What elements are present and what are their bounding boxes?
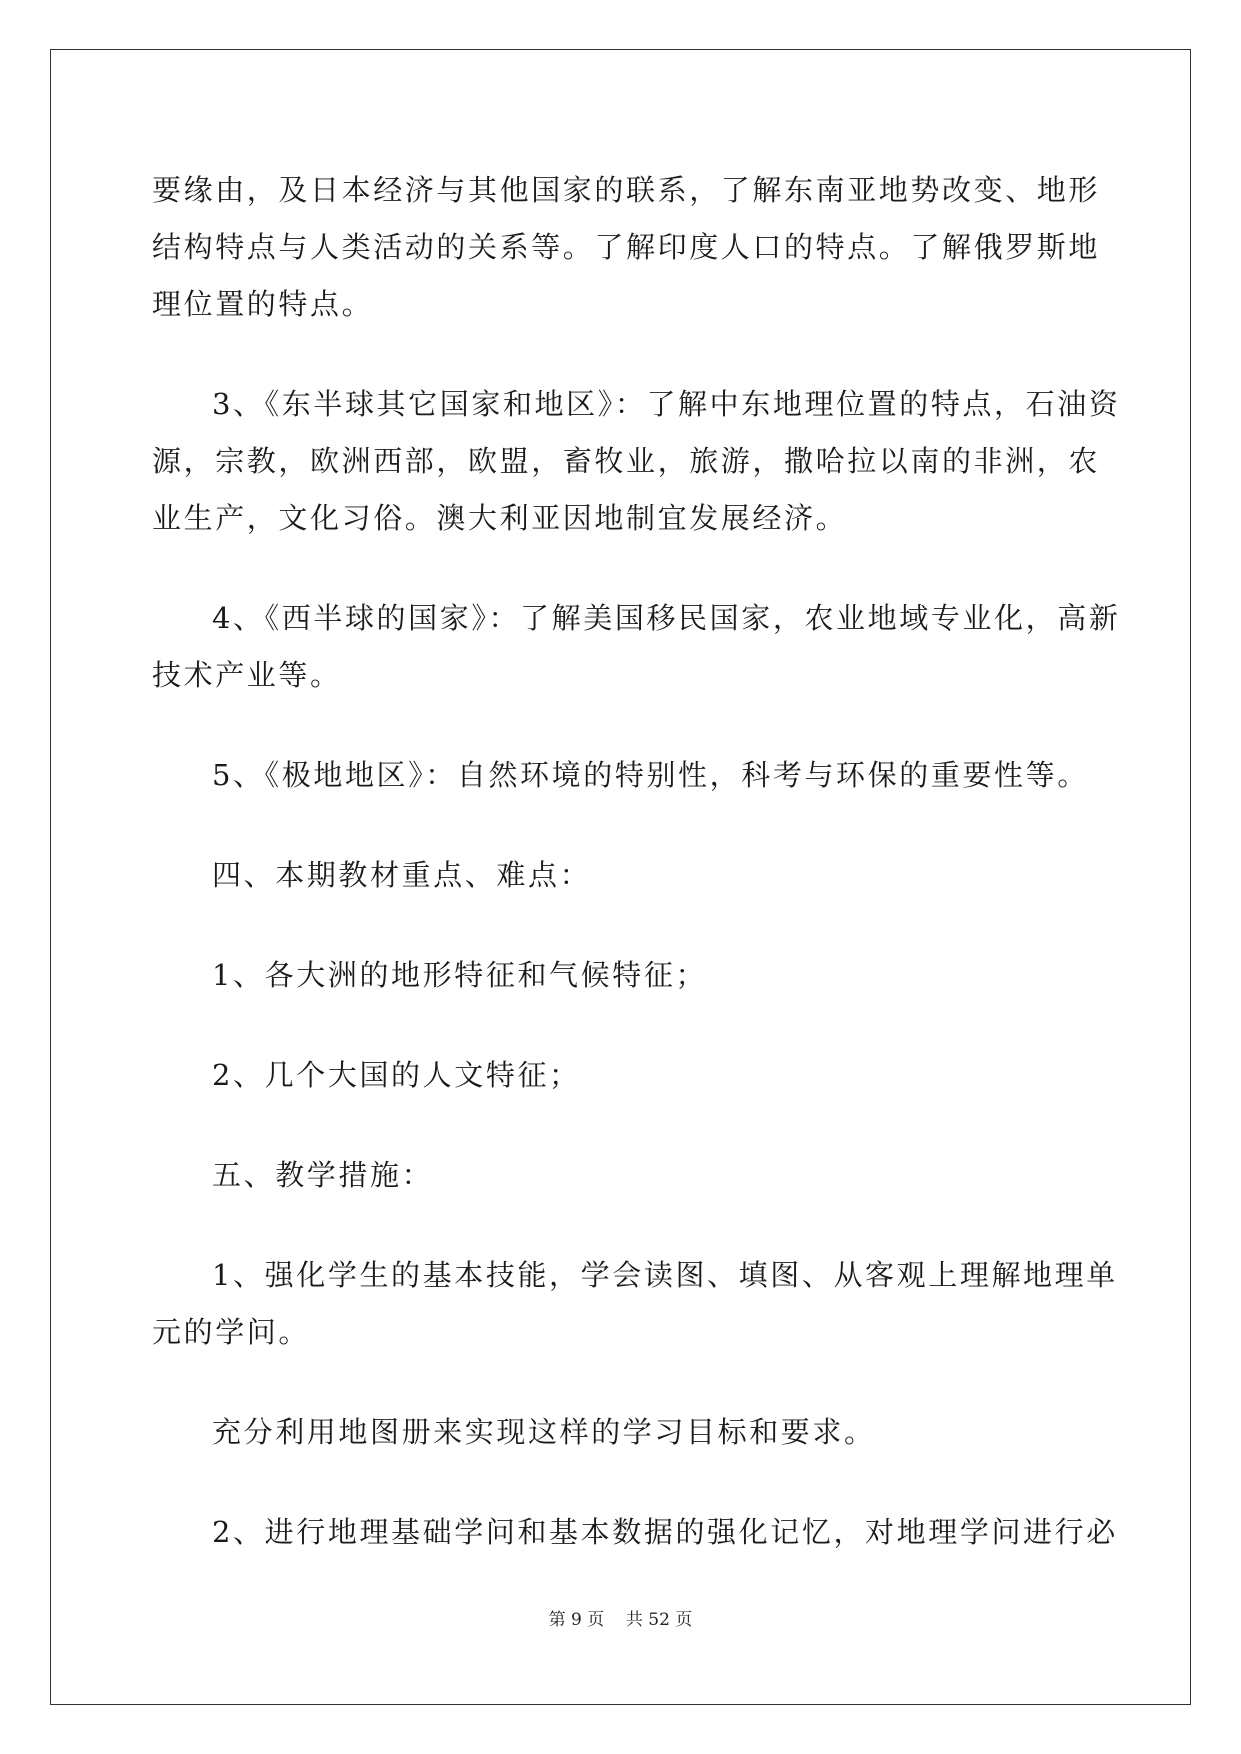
text-line: 业生产，文化习俗。澳大利亚因地制宜发展经济。 bbox=[152, 501, 848, 535]
text-line: 充分利用地图册来实现这样的学习目标和要求。 bbox=[212, 1415, 876, 1449]
text-line: 2、几个大国的人文特征； bbox=[212, 1058, 581, 1092]
text-line: 4、《西半球的国家》：了解美国移民国家，农业地域专业化，高新 bbox=[212, 601, 1121, 635]
text-line: 结构特点与人类活动的关系等。了解印度人口的特点。了解俄罗斯地 bbox=[152, 230, 1101, 264]
text-line: 理位置的特点。 bbox=[152, 287, 374, 321]
section-heading: 五、教学措施： bbox=[212, 1158, 434, 1192]
text-line: 3、《东半球其它国家和地区》：了解中东地理位置的特点，石油资 bbox=[212, 387, 1121, 421]
text-line: 5、《极地地区》：自然环境的特别性，科考与环保的重要性等。 bbox=[212, 758, 1089, 792]
text-line: 源，宗教，欧洲西部，欧盟，畜牧业，旅游，撒哈拉以南的非洲，农 bbox=[152, 444, 1101, 478]
text-line: 要缘由，及日本经济与其他国家的联系，了解东南亚地势改变、地形 bbox=[152, 173, 1101, 207]
page-number-footer: 第 9 页 共 52 页 bbox=[548, 1610, 693, 1630]
text-line: 元的学问。 bbox=[152, 1315, 311, 1349]
section-heading: 四、本期教材重点、难点： bbox=[212, 858, 592, 892]
text-line: 技术产业等。 bbox=[152, 658, 342, 692]
text-line: 1、各大洲的地形特征和气候特征； bbox=[212, 958, 708, 992]
text-line: 2、进行地理基础学问和基本数据的强化记忆，对地理学问进行必 bbox=[212, 1515, 1118, 1549]
text-line: 1、强化学生的基本技能，学会读图、填图、从客观上理解地理单 bbox=[212, 1258, 1118, 1292]
